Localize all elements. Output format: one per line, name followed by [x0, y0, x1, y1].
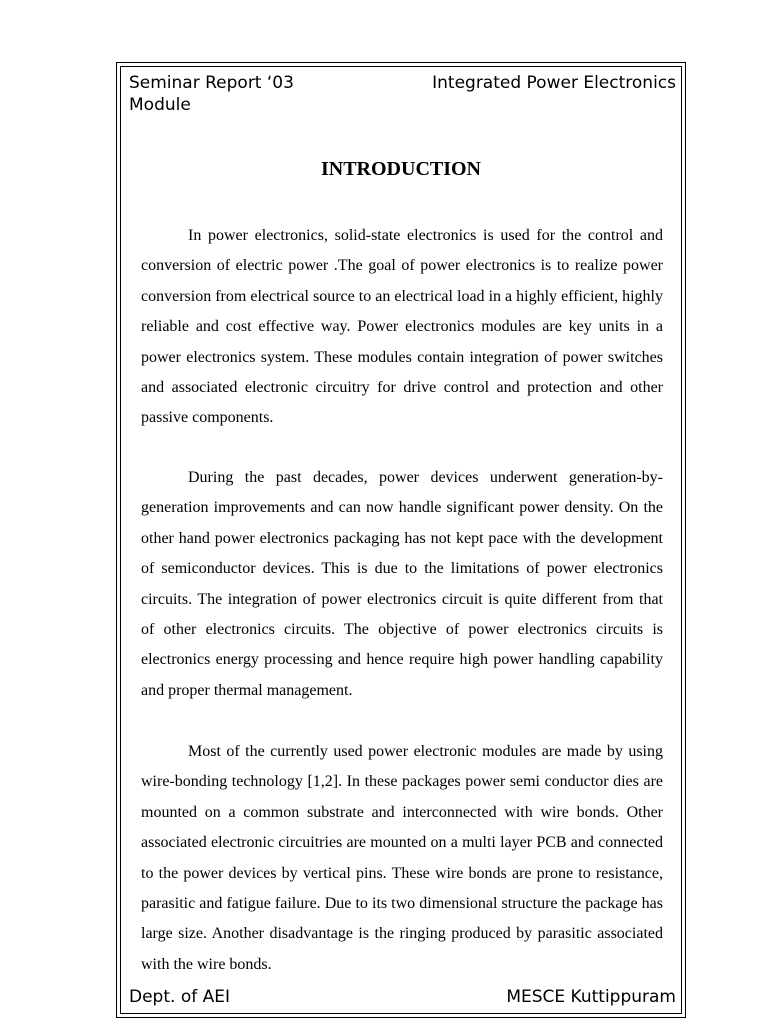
header-topic-title-continued: Module — [129, 95, 191, 115]
body-paragraph-3: Most of the currently used power electronic modules are made by using wire-bonding technology [1,2]. In these packages power semi conductor dies are mounted on a common substrate and interconnected with wire bonds. Other associated electronic circuitries are mounted on a multi layer PCB and connected to the power devices by vertical pins. These wire bonds are prone to resistance, parasitic and fatigue failure. Due to its two dimensional structure the package has large size. Another disadvantage is the ringing produced by parasitic associated with the wire bonds. — [141, 743, 663, 973]
header-topic-title: Integrated Power Electronics — [432, 73, 676, 93]
body-paragraph-2: During the past decades, power devices underwent generation-by-generation improvements and can now handle significant power density. On the other hand power electronics packaging has not kept pace with the development of semiconductor devices. This is due to the limitations of power electronics circuits. The integration of power electronics circuit is quite different from that of other electronics circuits. The objective of power electronics circuits is electronics energy processing and hence require high power handling capability and proper thermal management. — [141, 469, 663, 699]
section-heading: INTRODUCTION — [320, 158, 482, 180]
footer-institution: MESCE Kuttippuram — [506, 987, 676, 1007]
footer-department: Dept. of AEI — [129, 987, 230, 1007]
header-report-title: Seminar Report ‘03 — [129, 73, 294, 93]
body-paragraph-1: In power electronics, solid-state electronics is used for the control and conversion of electric power .The goal of power electronics is to realize power conversion from electrical source to an electrical load in a highly efficient, highly reliable and cost effective way. Power electronics modules are key units in a power electronics system. These modules contain integration of power switches and associated electronic circuitry for drive control and protection and other passive components. — [141, 227, 663, 427]
